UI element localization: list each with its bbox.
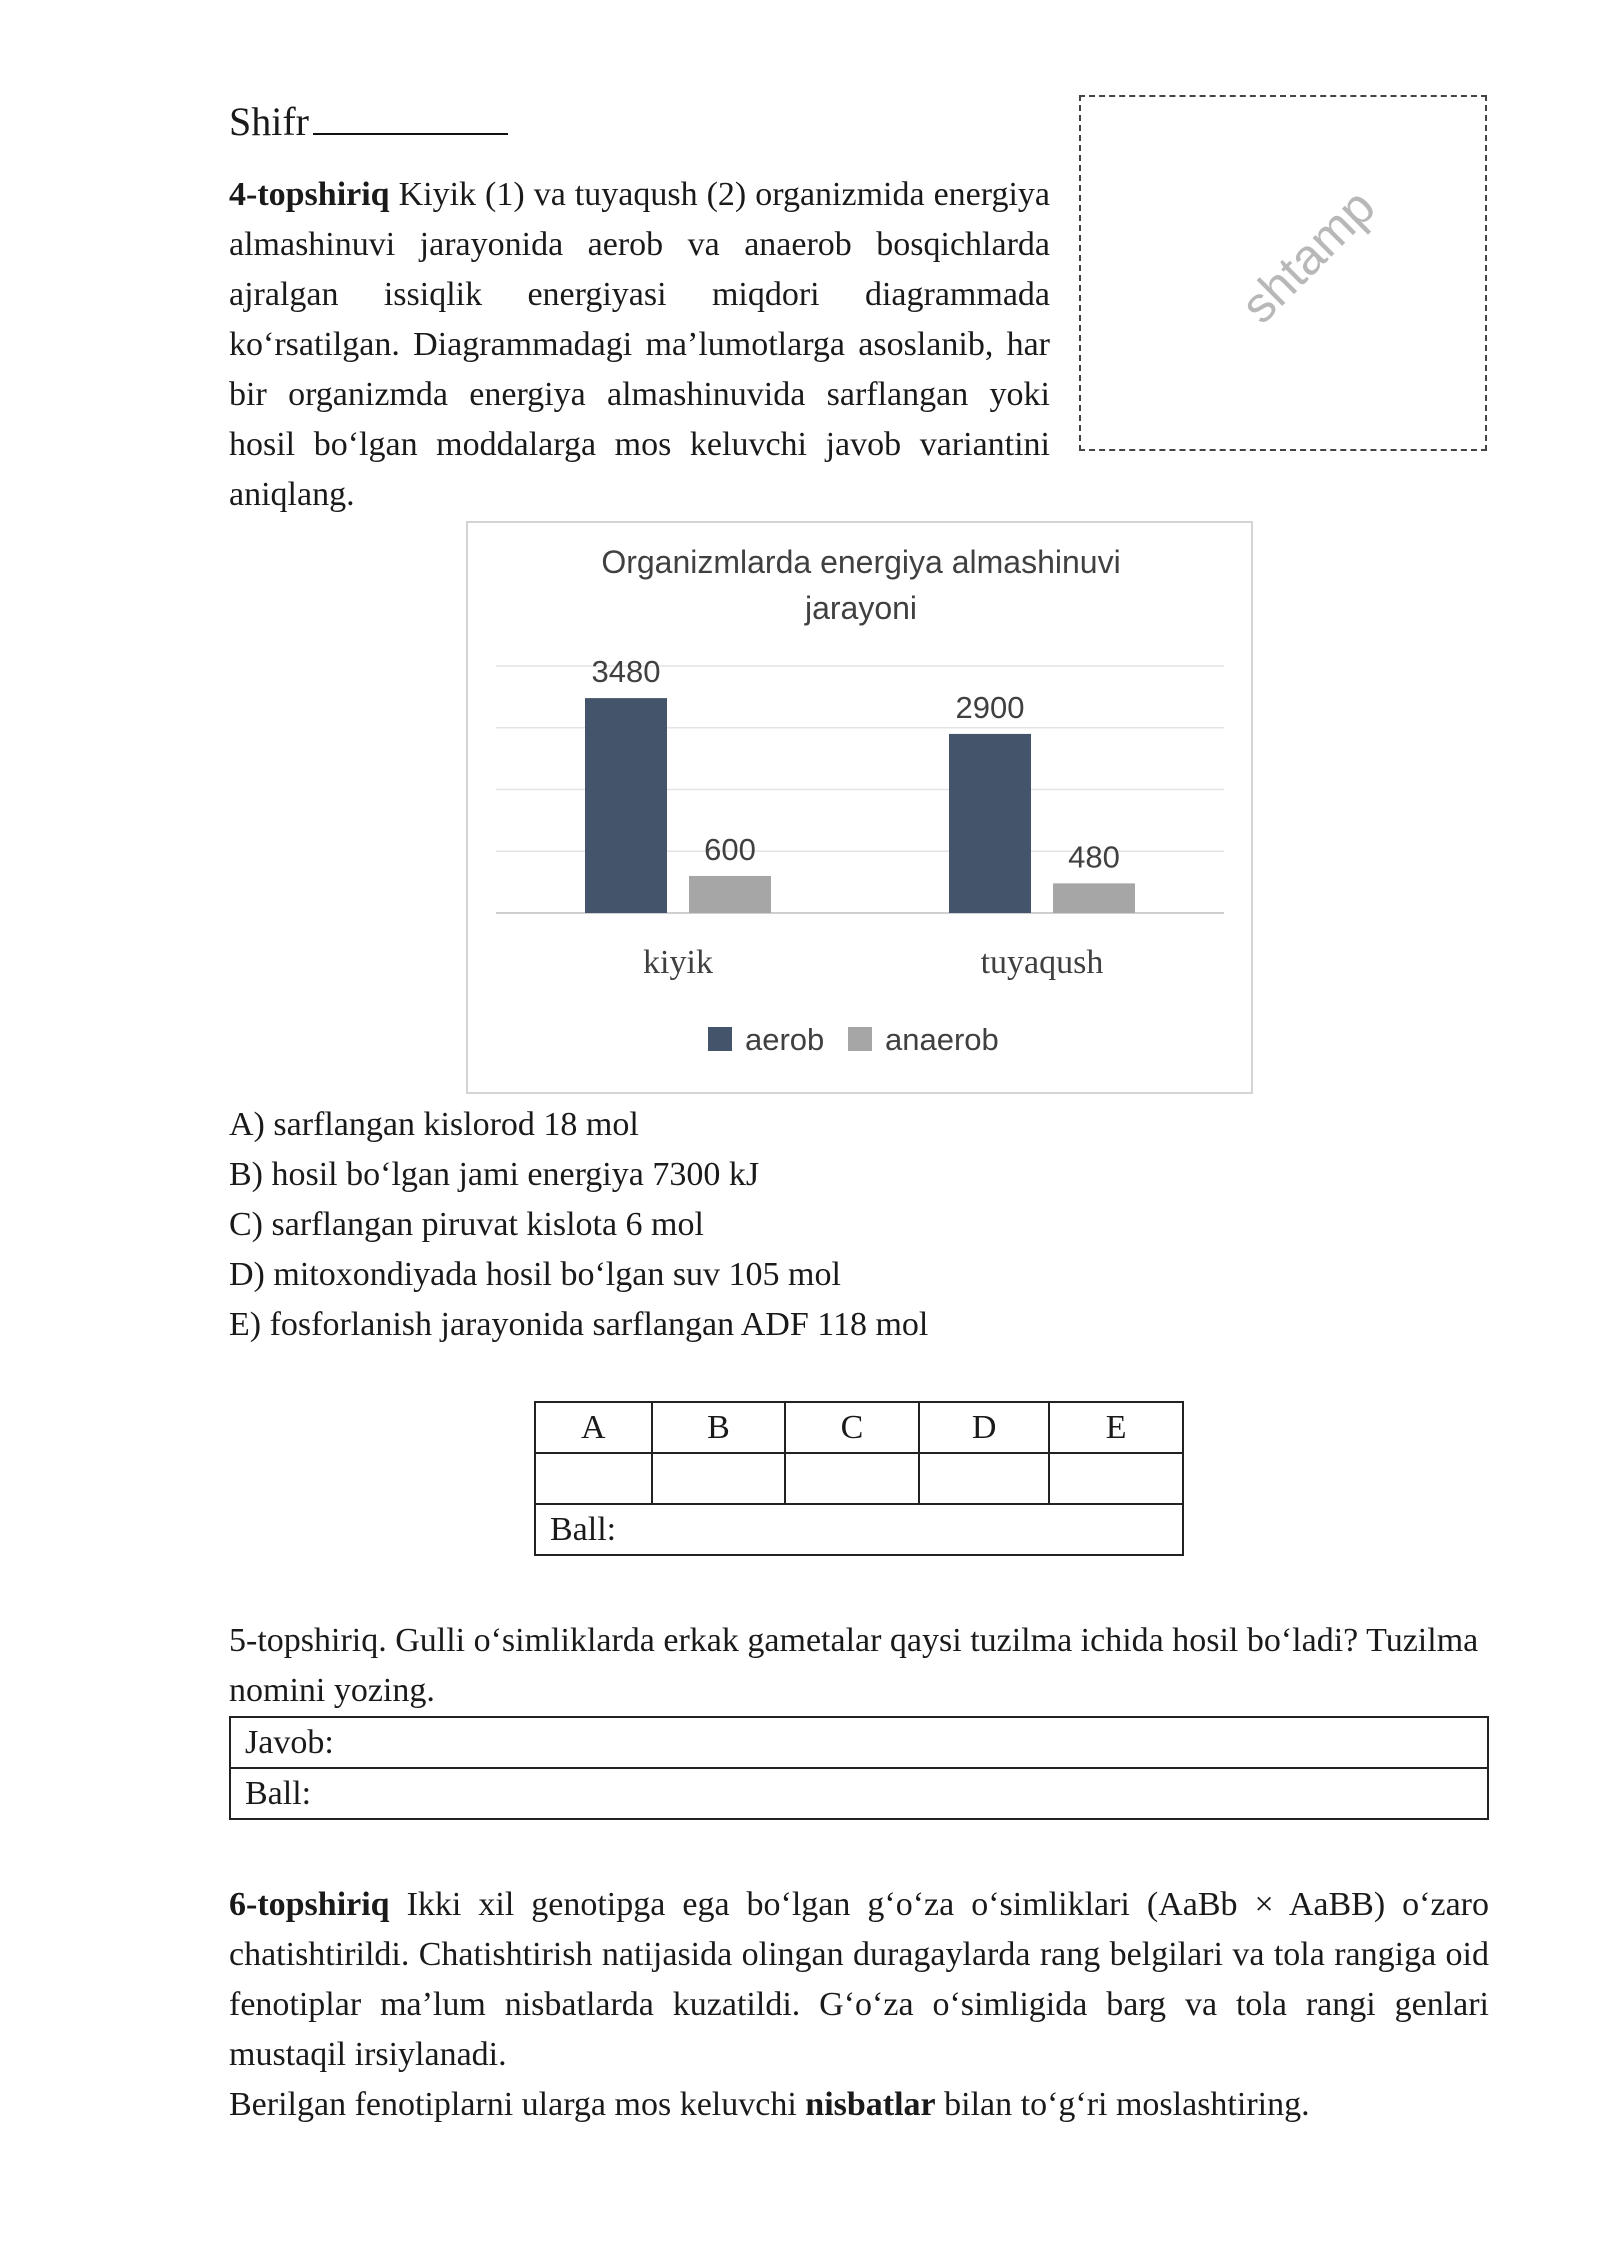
task4-ball-label: Ball:	[550, 1510, 617, 1548]
task5-answer-table	[229, 1716, 1489, 1820]
task5-answer-row	[230, 1717, 1488, 1768]
task4-ball-cell[interactable]	[535, 1504, 1183, 1555]
option-e: E) fosforlanish jarayonida sarflangan ADF 118 mol	[229, 1306, 929, 1343]
header-cell-b: B	[652, 1402, 786, 1453]
category-label-kiyik: kiyik	[643, 944, 713, 981]
legend-label-anaerob: anaerob	[885, 1022, 999, 1057]
category-label-tuyaqush: tuyaqush	[980, 944, 1104, 981]
data-label-anaerob-tuyaqush: 480	[1068, 839, 1120, 875]
task5-question: 5-topshiriq. Gulli o‘simliklarda erkak gametalar qaysi tuzilma ichida hosil bo‘ladi? Tuzilma nomini yozing.	[229, 1622, 1479, 1709]
chart-svg	[468, 523, 1255, 1096]
task6-instruction-post: bilan to‘g‘ri moslashtiring.	[935, 2086, 1310, 2123]
task4-answer-table	[534, 1401, 1184, 1556]
legend-swatch-anaerob	[848, 1027, 872, 1051]
header-cell-a: A	[535, 1402, 652, 1453]
option-b: B) hosil bo‘lgan jami energiya 7300 kJ	[229, 1156, 760, 1193]
option-a: A) sarflangan kislorod 18 mol	[229, 1106, 639, 1143]
answer-cell-d[interactable]	[919, 1453, 1050, 1504]
legend-label-aerob: aerob	[745, 1022, 825, 1057]
chart-title-line2: jarayoni	[804, 590, 918, 626]
task5-ball-cell[interactable]	[230, 1768, 1488, 1819]
task5-ball-label: Ball:	[245, 1774, 312, 1812]
answer-cell-c[interactable]	[785, 1453, 919, 1504]
bar-aerob-tuyaqush	[949, 734, 1031, 913]
task6-body: Ikki xil genotipga ega bo‘lgan g‘o‘za o‘simliklari (AaBb × AaBB) o‘zaro chatishtirildi. Chatishtirish natijasida olingan duragaylarda rang belgilari va tola rangiga oid fenotiplar ma’lum nisbatlarda kuzatildi. G‘o‘za o‘simligida barg va tola rangi genlari mustaqil irsiylanadi.	[229, 1886, 1489, 2073]
option-d: D) mitoxondiyada hosil bo‘lgan suv 105 mol	[229, 1256, 841, 1293]
bar-anaerob-kiyik	[689, 876, 771, 913]
answer-cell-a[interactable]	[535, 1453, 652, 1504]
ball-row	[535, 1504, 1183, 1555]
task5-answer-cell[interactable]	[230, 1717, 1488, 1768]
chart-title-line1: Organizmlarda energiya almashinuvi	[601, 544, 1121, 580]
answer-input-row	[535, 1453, 1183, 1504]
task5-ball-row	[230, 1768, 1488, 1819]
stamp-watermark: shtamp	[1230, 178, 1386, 334]
option-c: C) sarflangan piruvat kislota 6 mol	[229, 1206, 704, 1243]
task6-instruction-bold: nisbatlar	[805, 2086, 936, 2123]
task6-instruction-pre: Berilgan fenotiplarni ularga mos keluvchi	[229, 2086, 806, 2123]
header-cell-c: C	[785, 1402, 919, 1453]
data-label-aerob-kiyik: 3480	[591, 654, 661, 690]
energy-bar-chart	[466, 521, 1253, 1094]
task4-title: 4-topshiriq	[229, 176, 390, 213]
task4-options	[229, 1100, 928, 1350]
data-label-aerob-tuyaqush: 2900	[955, 689, 1025, 725]
answer-cell-b[interactable]	[652, 1453, 786, 1504]
bar-anaerob-tuyaqush	[1053, 883, 1135, 913]
header-cell-d: D	[919, 1402, 1050, 1453]
data-label-anaerob-kiyik: 600	[704, 831, 756, 867]
task5-answer-label: Javob:	[245, 1723, 334, 1761]
shifr-label: Shifr	[229, 99, 309, 144]
answer-cell-e[interactable]	[1049, 1453, 1183, 1504]
task4-body: Kiyik (1) va tuyaqush (2) organizmida energiya almashinuvi jarayonida aerob va anaerob bosqichlarda ajralgan issiqlik energiyasi miqdori diagrammada ko‘rsatilgan. Diagrammadagi ma’lumotlarga asoslanib, har bir organizmda energiya almashinuvida sarflangan yoki hosil bo‘lgan moddalarga mos keluvchi javob variantini aniqlang.	[229, 176, 1050, 513]
legend-swatch-aerob	[708, 1027, 732, 1051]
shifr-field	[229, 98, 508, 146]
task6-title: 6-topshiriq	[229, 1886, 390, 1923]
bar-aerob-kiyik	[585, 698, 667, 913]
header-cell-e: E	[1049, 1402, 1183, 1453]
stamp-box	[1079, 95, 1487, 451]
task4-paragraph	[229, 170, 1050, 520]
answer-header-row	[535, 1402, 1183, 1453]
task6-paragraph	[229, 1880, 1489, 2130]
shifr-blank-line[interactable]	[313, 101, 508, 135]
